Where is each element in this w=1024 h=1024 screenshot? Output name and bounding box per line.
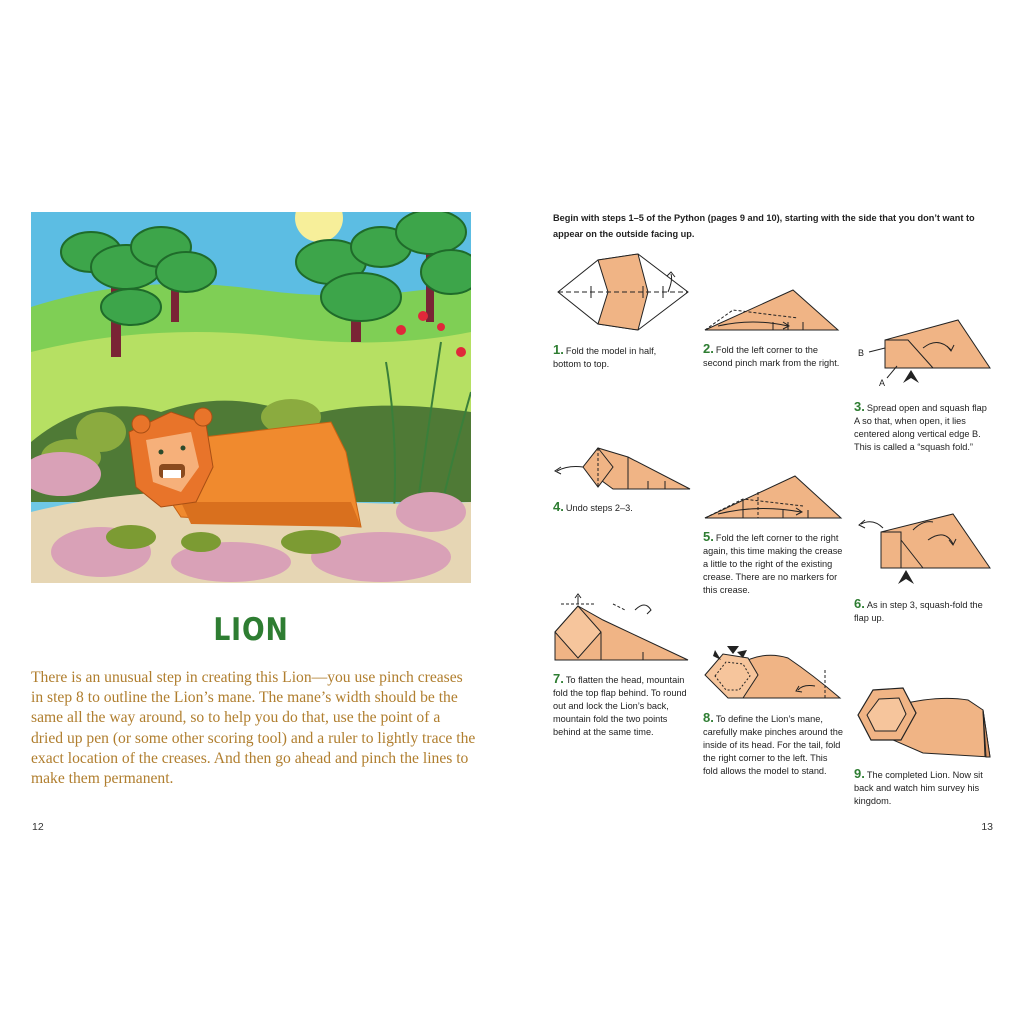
step-2 bbox=[703, 342, 843, 370]
step-2-diagram bbox=[703, 288, 843, 338]
step-number: 7. bbox=[553, 671, 564, 686]
page-title: LION bbox=[213, 612, 289, 648]
page-number-right: 13 bbox=[981, 821, 993, 833]
step-6 bbox=[854, 597, 989, 625]
step-number: 6. bbox=[854, 596, 865, 611]
step-number: 5. bbox=[703, 529, 714, 544]
label-b: B bbox=[858, 348, 865, 358]
step-4-diagram bbox=[553, 445, 693, 493]
step-9-diagram bbox=[853, 685, 993, 760]
lion-photo bbox=[31, 212, 471, 583]
step-text: Spread open and squash flap A so that, when open, it lies centered along vertical edge B. This is called a “squash fold.” bbox=[854, 403, 987, 452]
step-8-diagram bbox=[703, 640, 843, 705]
step-1-diagram bbox=[553, 252, 693, 337]
step-9 bbox=[854, 767, 994, 808]
step-3-diagram bbox=[853, 318, 993, 393]
step-5 bbox=[703, 530, 843, 597]
step-text: Fold the model in half, bottom to top. bbox=[553, 346, 657, 369]
step-text: As in step 3, squash-fold the flap up. bbox=[854, 600, 983, 623]
step-4 bbox=[553, 500, 683, 515]
step-1 bbox=[553, 343, 683, 371]
step-5-diagram bbox=[703, 474, 843, 522]
step-number: 1. bbox=[553, 342, 564, 357]
step-number: 4. bbox=[553, 499, 564, 514]
step-number: 3. bbox=[854, 399, 865, 414]
step-7-diagram bbox=[553, 592, 693, 664]
step-number: 8. bbox=[703, 710, 714, 725]
step-text: Undo steps 2–3. bbox=[565, 503, 633, 513]
step-7 bbox=[553, 672, 693, 739]
step-text: Fold the left corner to the second pinch mark from the right. bbox=[703, 345, 840, 368]
step-6-diagram bbox=[853, 510, 993, 590]
intro-paragraph: There is an unusual step in creating this Lion—you use pinch creases in step 8 to outline the Lion’s mane. The mane’s width should be the same all the way around, so to help you do that, use the point of a dried up pen (or some other scoring tool) and a ruler to lightly trace the exact location of the creases. And then go ahead and pinch the lines to make them permanent. bbox=[31, 669, 476, 788]
step-number: 9. bbox=[854, 766, 865, 781]
label-a: A bbox=[879, 378, 886, 388]
step-number: 2. bbox=[703, 341, 714, 356]
step-text: The completed Lion. Now sit back and watch him survey his kingdom. bbox=[854, 770, 983, 806]
page-number-left: 12 bbox=[32, 821, 44, 833]
step-text: To flatten the head, mountain fold the top flap behind. To round out and lock the Lion’s back, mountain fold the two points behind at the same time. bbox=[553, 675, 687, 737]
step-text: To define the Lion’s mane, carefully make pinches around the inside of its head. For the tail, fold the right corner to the left. This fold allows the model to stand. bbox=[703, 714, 843, 776]
begin-instruction: Begin with steps 1–5 of the Python (pages 9 and 10), starting with the side that you don’t want to appear on the outside facing up. bbox=[553, 213, 975, 239]
step-8 bbox=[703, 711, 843, 778]
step-text: Fold the left corner to the right again, this time making the crease a little to the right of the existing crease. There are no markers for this crease. bbox=[703, 533, 843, 595]
step-3 bbox=[854, 400, 989, 454]
